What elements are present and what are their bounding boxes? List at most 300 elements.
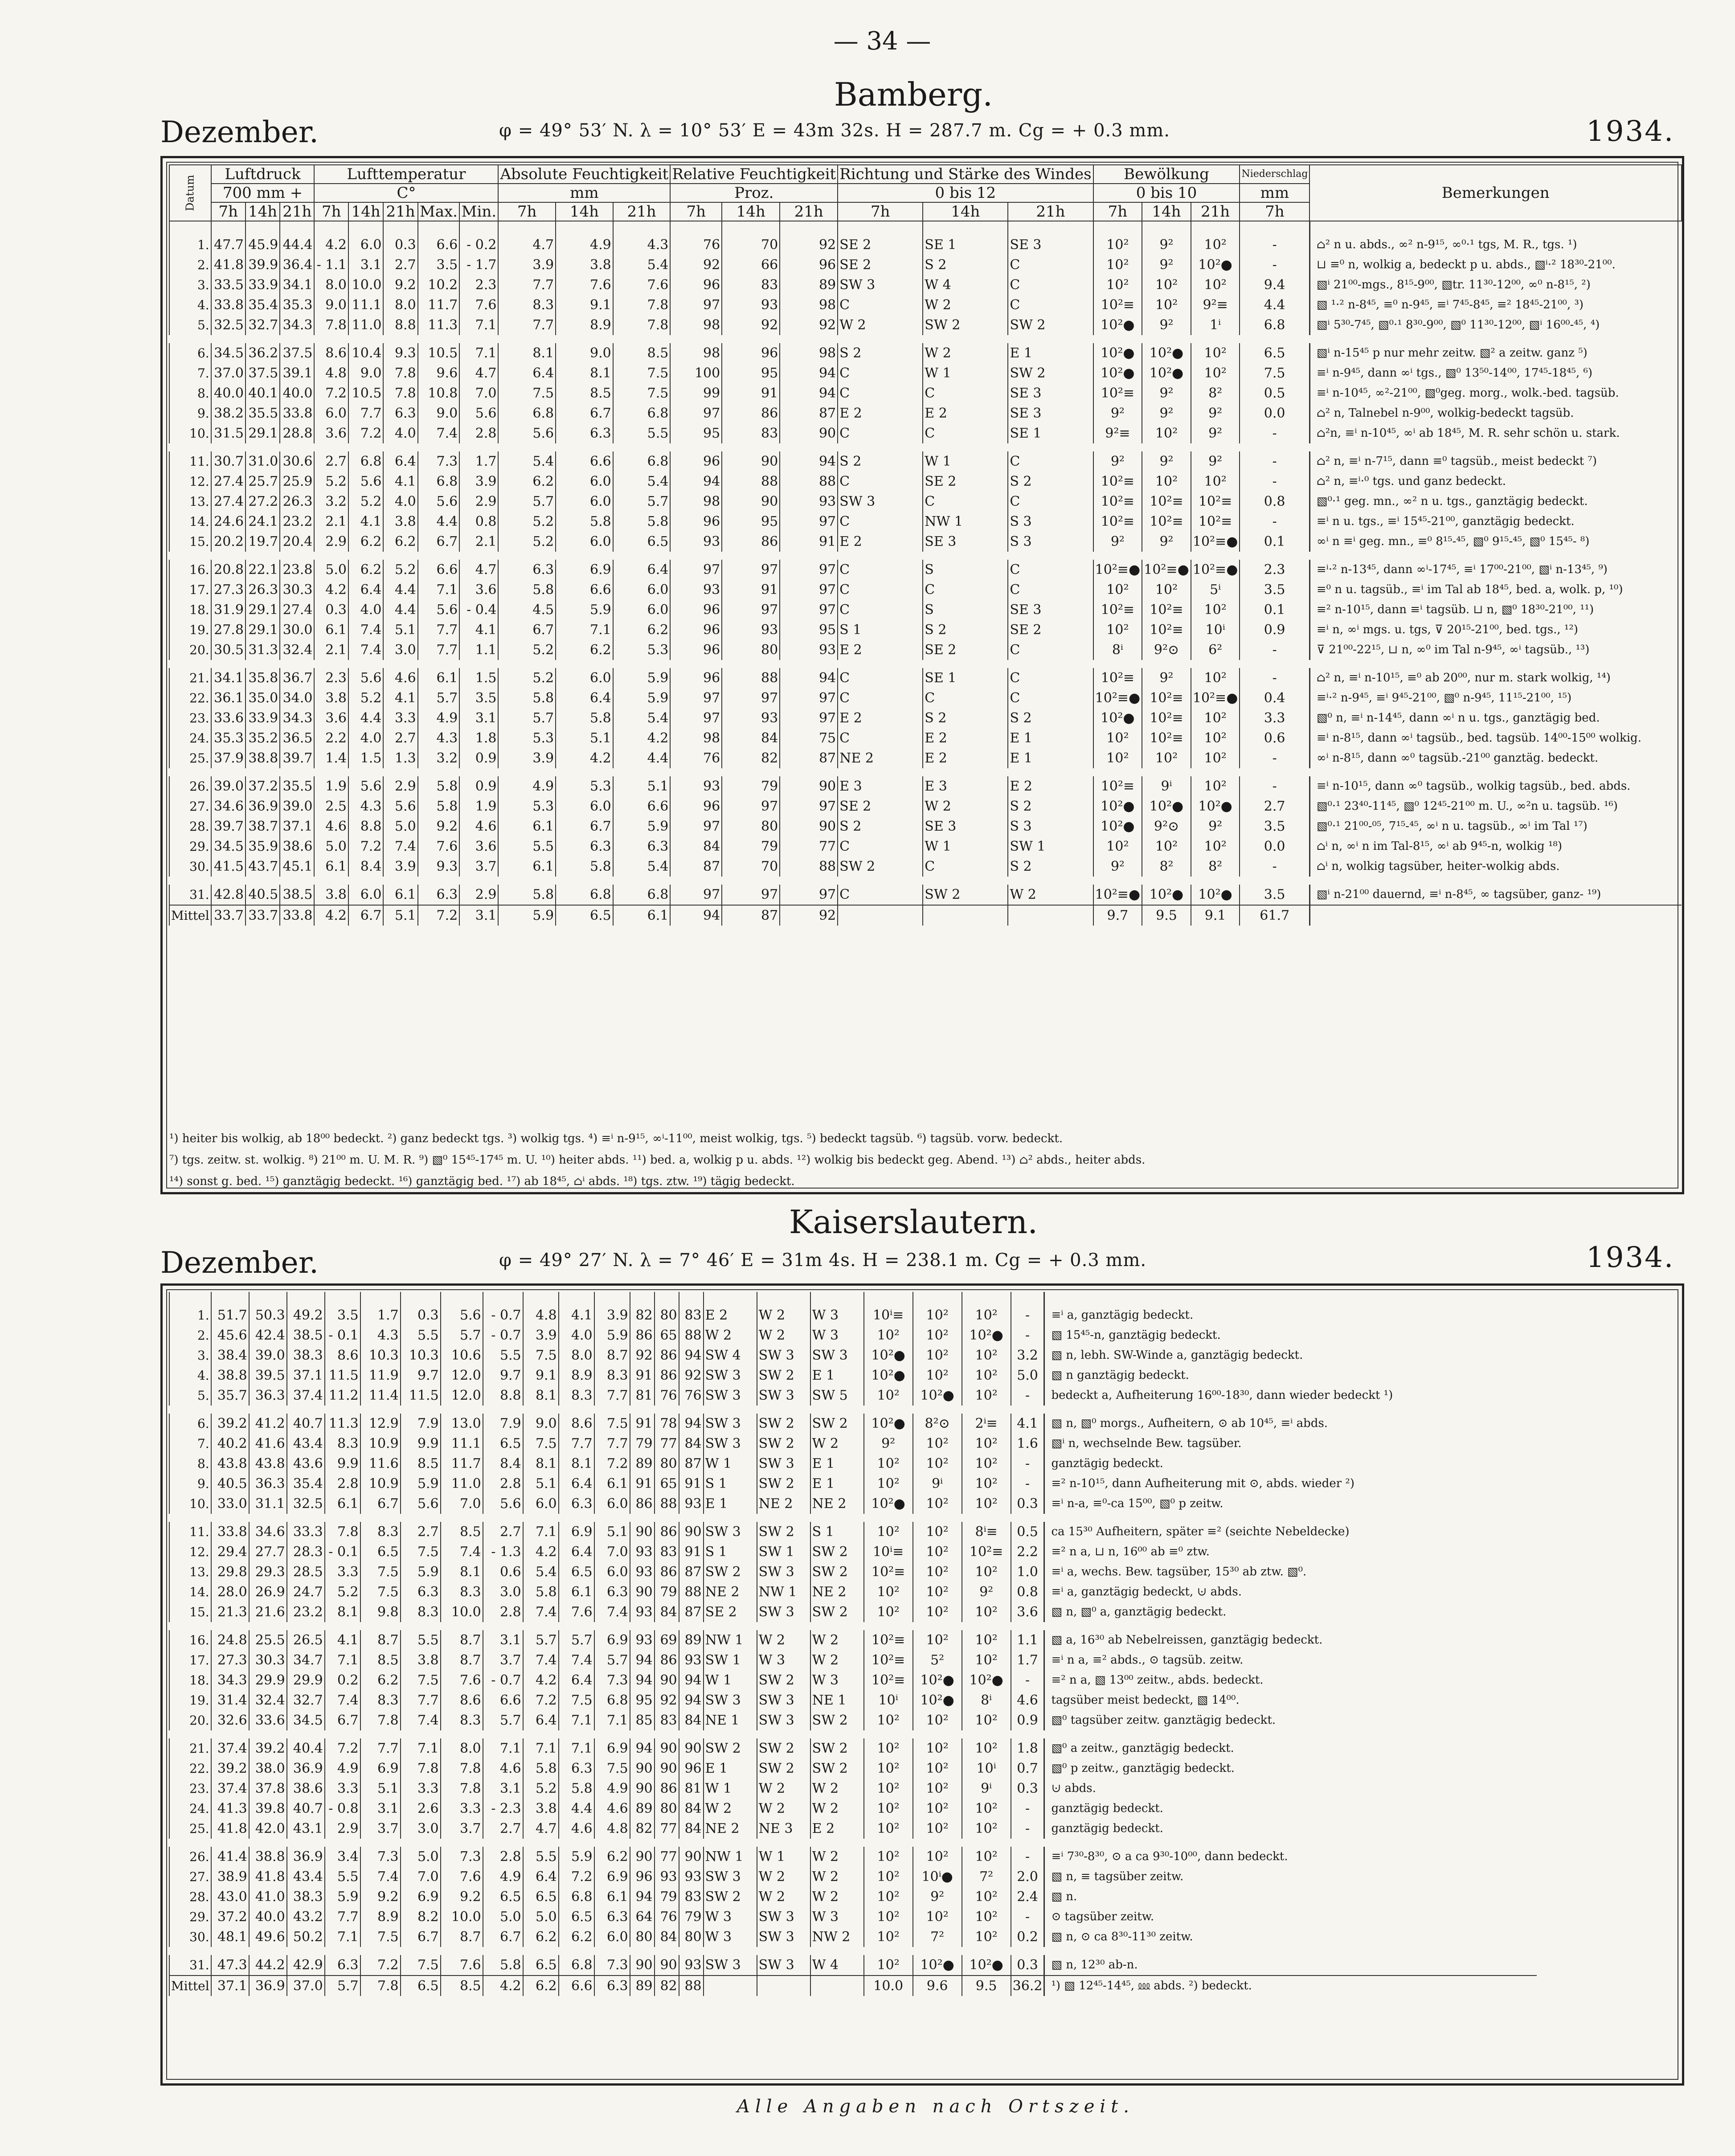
day-cell: 5. xyxy=(169,315,211,339)
absolute-humidity-cell: 5.1 xyxy=(523,1474,559,1494)
pressure-cell: 42.4 xyxy=(249,1325,287,1345)
relative-humidity-cell: 79 xyxy=(679,1907,704,1927)
wind-cell: W 4 xyxy=(923,275,1008,295)
temperature-cell: 9.2 xyxy=(441,1887,483,1907)
cloud-cell: 10ⁱ≡ xyxy=(864,1542,913,1562)
wind-cell: SW 3 xyxy=(704,1518,757,1542)
day-cell: 18. xyxy=(169,600,211,620)
wind-cell: SE 2 xyxy=(923,471,1008,492)
relative-humidity-cell: 69 xyxy=(655,1626,679,1650)
temperature-cell: 9.0 xyxy=(418,403,460,423)
wind-cell xyxy=(757,1976,810,1996)
temperature-cell: 10.6 xyxy=(441,1345,483,1365)
relative-humidity-cell: 93 xyxy=(630,1562,655,1582)
pressure-cell: 41.8 xyxy=(211,255,246,275)
cloud-cell: 10² xyxy=(1142,748,1191,772)
day-cell: 18. xyxy=(169,1670,211,1690)
temperature-cell: 3.0 xyxy=(383,640,417,664)
cloud-cell: 9² xyxy=(1191,447,1240,471)
pressure-cell: 42.8 xyxy=(211,881,246,905)
absolute-humidity-cell: 7.5 xyxy=(559,1690,594,1710)
absolute-humidity-cell: 6.8 xyxy=(559,1951,594,1976)
temperature-cell: 4.1 xyxy=(348,512,383,532)
pressure-cell: 39.8 xyxy=(249,1799,287,1819)
cloud-cell: 10² xyxy=(1191,772,1240,796)
cloud-cell: 9ⁱ xyxy=(962,1779,1011,1799)
relative-humidity-cell: 93 xyxy=(630,1602,655,1626)
relative-humidity-cell: 92 xyxy=(655,1690,679,1710)
temperature-cell: 2.9 xyxy=(314,532,348,556)
day-cell: 31. xyxy=(169,1951,211,1976)
wind-cell: SE 3 xyxy=(1008,600,1093,620)
pressure-cell: 36.3 xyxy=(249,1474,287,1494)
cloud-cell: 10² xyxy=(1191,221,1240,255)
wind-cell: SW 2 xyxy=(704,1887,757,1907)
cloud-cell: 10²● xyxy=(1191,255,1240,275)
cloud-cell: 10² xyxy=(913,1454,962,1474)
pressure-cell: 33.6 xyxy=(249,1710,287,1734)
cloud-cell: 9² xyxy=(1142,403,1191,423)
absolute-humidity-cell: 6.8 xyxy=(613,403,671,423)
temperature-cell: 5.0 xyxy=(483,1907,523,1927)
wind-cell: W 2 xyxy=(757,1799,810,1819)
wind-cell: E 1 xyxy=(1008,728,1093,748)
relative-humidity-cell: 93 xyxy=(630,1626,655,1650)
temperature-cell: 2.3 xyxy=(314,664,348,688)
absolute-humidity-cell: 5.5 xyxy=(613,423,671,447)
temperature-cell: 7.8 xyxy=(360,1976,401,1996)
relative-humidity-cell: 84 xyxy=(679,1434,704,1454)
day-cell: 24. xyxy=(169,1799,211,1819)
temperature-cell: 4.6 xyxy=(459,816,498,836)
wind-cell: W 2 xyxy=(757,1626,810,1650)
temperature-cell: 6.3 xyxy=(383,403,417,423)
cloud-cell: 10²≡ xyxy=(1093,295,1142,315)
temperature-cell: 7.3 xyxy=(360,1843,401,1867)
temperature-cell: 2.7 xyxy=(483,1518,523,1542)
temperature-cell: 7.4 xyxy=(383,836,417,857)
precipitation-cell: 2.3 xyxy=(1240,556,1309,580)
temperature-cell: 2.8 xyxy=(459,423,498,447)
pressure-cell: 36.4 xyxy=(280,255,314,275)
col-header-absolute-feuchtigkeit: Absolute Feuchtigkeit xyxy=(498,165,670,184)
precipitation-cell: 0.6 xyxy=(1240,728,1309,748)
temperature-cell: 7.7 xyxy=(401,1690,441,1710)
precipitation-cell: 2.4 xyxy=(1011,1887,1044,1907)
cloud-cell: 9² xyxy=(1093,532,1142,556)
temperature-cell: 8.3 xyxy=(325,1434,360,1454)
absolute-humidity-cell: 6.0 xyxy=(594,1927,630,1951)
day-cell: 3. xyxy=(169,1345,211,1365)
pressure-cell: 35.0 xyxy=(246,688,280,708)
temperature-cell: 4.1 xyxy=(459,620,498,640)
pressure-cell: 36.9 xyxy=(287,1758,325,1779)
pressure-cell: 32.7 xyxy=(287,1690,325,1710)
temperature-cell: 3.9 xyxy=(459,471,498,492)
absolute-humidity-cell: 8.1 xyxy=(559,1454,594,1474)
absolute-humidity-cell: 5.5 xyxy=(498,836,556,857)
pressure-cell: 43.6 xyxy=(287,1454,325,1474)
relative-humidity-cell: 86 xyxy=(655,1365,679,1385)
absolute-humidity-cell: 9.1 xyxy=(556,295,613,315)
cloud-cell: 10² xyxy=(913,1365,962,1385)
remark-cell: ▧ⁱ 21⁰⁰-mgs., 8¹⁵-9⁰⁰, ▧tr. 11³⁰-12⁰⁰, ∞⁰ n-8¹⁵, ²) xyxy=(1309,275,1682,295)
footer-note: Alle Angaben nach Ortszeit. xyxy=(737,2096,1135,2117)
wind-cell: NW 1 xyxy=(757,1582,810,1602)
page-number: — 34 — xyxy=(833,27,931,56)
relative-humidity-cell: 86 xyxy=(655,1562,679,1582)
day-cell: 9. xyxy=(169,1474,211,1494)
absolute-humidity-cell: 3.9 xyxy=(523,1325,559,1345)
table-row xyxy=(169,640,1682,664)
pressure-cell: 23.2 xyxy=(280,512,314,532)
absolute-humidity-cell: 4.7 xyxy=(498,221,556,255)
temperature-cell: 7.2 xyxy=(314,383,348,403)
wind-cell: C xyxy=(1008,688,1093,708)
temperature-cell: 2.1 xyxy=(459,532,498,556)
remark-cell: tagsüber meist bedeckt, ▧ 14⁰⁰. xyxy=(1044,1690,1537,1710)
temperature-cell: 10.0 xyxy=(348,275,383,295)
wind-cell: SW 3 xyxy=(757,1927,810,1951)
temperature-cell: 3.3 xyxy=(325,1779,360,1799)
relative-humidity-cell: 90 xyxy=(630,1758,655,1779)
relative-humidity-cell: 88 xyxy=(655,1494,679,1518)
month-label-bamberg: Dezember. xyxy=(160,115,319,149)
absolute-humidity-cell: 6.0 xyxy=(556,532,613,556)
absolute-humidity-cell: 4.4 xyxy=(559,1799,594,1819)
col-unit-niederschlag: mm xyxy=(1240,184,1309,202)
temperature-cell: 3.5 xyxy=(418,255,460,275)
wind-cell: C xyxy=(838,471,923,492)
absolute-humidity-cell: 5.2 xyxy=(498,664,556,688)
precipitation-cell: - xyxy=(1240,664,1309,688)
pressure-cell: 43.0 xyxy=(211,1887,249,1907)
remark-cell: ⊙ tagsüber zeitw. xyxy=(1044,1907,1537,1927)
day-cell: 10. xyxy=(169,1494,211,1518)
temperature-cell: 4.7 xyxy=(459,556,498,580)
relative-humidity-cell: 97 xyxy=(780,688,838,708)
relative-humidity-cell: 80 xyxy=(722,816,780,836)
temperature-cell: 5.7 xyxy=(418,688,460,708)
temperature-cell: 12.9 xyxy=(360,1410,401,1434)
remark-cell: ⌂² n, Talnebel n-9⁰⁰, wolkig-bedeckt tagsüb. xyxy=(1309,403,1682,423)
pressure-cell: 27.4 xyxy=(211,492,246,512)
col-hour-wind: 21h xyxy=(1008,202,1093,221)
temperature-cell: 3.5 xyxy=(459,688,498,708)
relative-humidity-cell: 83 xyxy=(679,1887,704,1907)
remark-cell: ⊔ ≡⁰ n, wolkig a, bedeckt p u. abds., ▧ⁱ·² 18³⁰-21⁰⁰. xyxy=(1309,255,1682,275)
wind-cell: E 2 xyxy=(838,708,923,728)
day-cell: 17. xyxy=(169,580,211,600)
pressure-cell: 27.4 xyxy=(280,600,314,620)
absolute-humidity-cell: 6.4 xyxy=(523,1867,559,1887)
temperature-cell: 9.0 xyxy=(314,295,348,315)
temperature-cell: 7.4 xyxy=(348,620,383,640)
precipitation-cell: 61.7 xyxy=(1240,905,1309,926)
temperature-cell: 7.9 xyxy=(483,1410,523,1434)
cloud-cell: 9² xyxy=(962,1582,1011,1602)
absolute-humidity-cell: 7.5 xyxy=(594,1758,630,1779)
wind-cell: E 3 xyxy=(838,772,923,796)
relative-humidity-cell: 86 xyxy=(655,1650,679,1670)
temperature-cell: 5.1 xyxy=(383,620,417,640)
temperature-cell: 7.2 xyxy=(418,905,460,926)
cloud-cell: 10² xyxy=(962,1602,1011,1626)
day-cell: 27. xyxy=(169,1867,211,1887)
table-row xyxy=(169,1365,1537,1385)
temperature-cell: 3.2 xyxy=(314,492,348,512)
pressure-cell: 29.1 xyxy=(246,423,280,447)
absolute-humidity-cell: 8.1 xyxy=(523,1385,559,1410)
cloud-cell: 6² xyxy=(1191,640,1240,664)
col-hour-bewolkung: 21h xyxy=(1191,202,1240,221)
temperature-cell: 9.0 xyxy=(348,363,383,383)
remark-cell: ▧ n. xyxy=(1044,1887,1537,1907)
absolute-humidity-cell: 7.4 xyxy=(523,1650,559,1670)
wind-cell: C xyxy=(838,600,923,620)
pressure-cell: 29.8 xyxy=(211,1562,249,1582)
pressure-cell: 33.0 xyxy=(211,1494,249,1518)
table-row xyxy=(169,1325,1537,1345)
absolute-humidity-cell: 7.5 xyxy=(594,1410,630,1434)
col-header-datum-label: Datum xyxy=(184,175,196,211)
col-hour-temperatur: 14h xyxy=(348,202,383,221)
pressure-cell: 37.5 xyxy=(246,363,280,383)
relative-humidity-cell: 94 xyxy=(679,1690,704,1710)
absolute-humidity-cell: 6.6 xyxy=(556,447,613,471)
temperature-cell: 3.3 xyxy=(441,1799,483,1819)
absolute-humidity-cell: 7.5 xyxy=(523,1345,559,1365)
absolute-humidity-cell: 7.5 xyxy=(498,383,556,403)
absolute-humidity-cell: 7.5 xyxy=(613,383,671,403)
absolute-humidity-cell: 6.3 xyxy=(559,1494,594,1518)
precipitation-cell: 1.0 xyxy=(1011,1562,1044,1582)
pressure-cell: 30.3 xyxy=(280,580,314,600)
year-label-bamberg: 1934. xyxy=(1586,115,1675,148)
remark-cell: ≡² n a, ⊔ n, 16⁰⁰ ab ≡⁰ ztw. xyxy=(1044,1542,1537,1562)
temperature-cell: 10.2 xyxy=(418,275,460,295)
cloud-cell: 9.1 xyxy=(1191,905,1240,926)
cloud-cell: 10² xyxy=(913,1626,962,1650)
temperature-cell: 8.7 xyxy=(441,1626,483,1650)
temperature-cell: - 0.7 xyxy=(483,1325,523,1345)
absolute-humidity-cell: 5.4 xyxy=(613,708,671,728)
pressure-cell: 40.7 xyxy=(287,1799,325,1819)
pressure-cell: 42.0 xyxy=(249,1819,287,1843)
table-row xyxy=(169,748,1682,772)
temperature-cell: 4.9 xyxy=(418,708,460,728)
temperature-cell: 8.5 xyxy=(441,1976,483,1996)
wind-cell: C xyxy=(1008,255,1093,275)
absolute-humidity-cell: 5.7 xyxy=(613,492,671,512)
relative-humidity-cell: 89 xyxy=(630,1454,655,1474)
cloud-cell: 8²⊙ xyxy=(913,1410,962,1434)
cloud-cell: 10² xyxy=(962,1734,1011,1758)
temperature-cell: 7.1 xyxy=(459,339,498,363)
pressure-cell: 29.1 xyxy=(246,620,280,640)
cloud-cell: 10²● xyxy=(1191,796,1240,816)
relative-humidity-cell: 91 xyxy=(780,532,838,556)
relative-humidity-cell: 93 xyxy=(780,492,838,512)
precipitation-cell: 3.5 xyxy=(1240,580,1309,600)
cloud-cell: 10² xyxy=(864,1951,913,1976)
day-cell: 29. xyxy=(169,1907,211,1927)
table-row xyxy=(169,1626,1537,1650)
wind-cell: C xyxy=(838,423,923,447)
wind-cell: C xyxy=(1008,556,1093,580)
precipitation-cell: 3.5 xyxy=(1240,816,1309,836)
precipitation-cell: - xyxy=(1240,640,1309,664)
remark-cell: ≡ⁱ a, wechs. Bew. tagsüber, 15³⁰ ab ztw. ▧⁰. xyxy=(1044,1562,1537,1582)
wind-cell: SW 2 xyxy=(810,1410,864,1434)
relative-humidity-cell: 78 xyxy=(655,1410,679,1434)
relative-humidity-cell: 90 xyxy=(679,1518,704,1542)
wind-cell: E 1 xyxy=(704,1494,757,1518)
cloud-cell: 10² xyxy=(962,1345,1011,1365)
temperature-cell: 7.8 xyxy=(314,315,348,339)
temperature-cell: 7.5 xyxy=(360,1562,401,1582)
table-row xyxy=(169,600,1682,620)
temperature-cell: 6.1 xyxy=(325,1494,360,1518)
cloud-cell: 10² xyxy=(913,1799,962,1819)
pressure-cell: 41.3 xyxy=(211,1799,249,1819)
cloud-cell: 9² xyxy=(1142,383,1191,403)
wind-cell: SW 2 xyxy=(757,1474,810,1494)
absolute-humidity-cell: 3.9 xyxy=(498,255,556,275)
relative-humidity-cell: 90 xyxy=(630,1843,655,1867)
wind-cell: W 2 xyxy=(757,1779,810,1799)
pressure-cell: 39.0 xyxy=(211,772,246,796)
pressure-cell: 43.4 xyxy=(287,1867,325,1887)
pressure-cell: 42.9 xyxy=(287,1951,325,1976)
remark-cell: bedeckt a, Aufheiterung 16⁰⁰-18³⁰, dann wieder bedeckt ¹) xyxy=(1044,1385,1537,1410)
temperature-cell: 5.6 xyxy=(418,600,460,620)
wind-cell: S 2 xyxy=(923,708,1008,728)
absolute-humidity-cell: 6.8 xyxy=(594,1690,630,1710)
day-cell: 13. xyxy=(169,492,211,512)
temperature-cell: 8.9 xyxy=(360,1907,401,1927)
temperature-cell: 11.9 xyxy=(360,1365,401,1385)
wind-cell: E 1 xyxy=(1008,748,1093,772)
cloud-cell: 10ⁱ xyxy=(962,1758,1011,1779)
pressure-cell: 34.0 xyxy=(280,688,314,708)
absolute-humidity-cell: 6.3 xyxy=(594,1582,630,1602)
remark-cell: ≡ⁱ n-8¹⁵, dann ∞ⁱ tagsüb., bed. tagsüb. 14⁰⁰-15⁰⁰ wolkig. xyxy=(1309,728,1682,748)
wind-cell: W 2 xyxy=(757,1325,810,1345)
cloud-cell: 10²≡ xyxy=(962,1542,1011,1562)
precipitation-cell: 0.9 xyxy=(1240,620,1309,640)
temperature-cell: 4.2 xyxy=(314,905,348,926)
absolute-humidity-cell: 6.1 xyxy=(594,1474,630,1494)
cloud-cell: 9² xyxy=(1142,664,1191,688)
pressure-cell: 34.6 xyxy=(249,1518,287,1542)
table-row xyxy=(169,1799,1537,1819)
relative-humidity-cell: 89 xyxy=(679,1626,704,1650)
cloud-cell: 10²● xyxy=(1142,339,1191,363)
relative-humidity-cell: 89 xyxy=(780,275,838,295)
remark-cell xyxy=(1309,905,1682,926)
col-header-relative-feuchtigkeit: Relative Feuchtigkeit xyxy=(670,165,838,184)
pressure-cell: 29.1 xyxy=(246,600,280,620)
cloud-cell: 10²● xyxy=(913,1385,962,1410)
pressure-cell: 33.5 xyxy=(211,275,246,295)
relative-humidity-cell: 96 xyxy=(670,664,722,688)
temperature-cell: 6.9 xyxy=(360,1758,401,1779)
pressure-cell: 34.1 xyxy=(211,664,246,688)
temperature-cell: 10.0 xyxy=(441,1907,483,1927)
absolute-humidity-cell: 6.3 xyxy=(594,1976,630,1996)
table-row xyxy=(169,363,1682,383)
cloud-cell: 10²≡● xyxy=(1191,688,1240,708)
cloud-cell: 10² xyxy=(864,1602,913,1626)
wind-cell: S 2 xyxy=(1008,796,1093,816)
wind-cell: SW 2 xyxy=(757,1758,810,1779)
cloud-cell: 10² xyxy=(962,1927,1011,1951)
absolute-humidity-cell: 6.4 xyxy=(559,1474,594,1494)
remark-cell: ▧⁰·¹ geg. mn., ∞² n u. tgs., ganztägig bedeckt. xyxy=(1309,492,1682,512)
relative-humidity-cell: 97 xyxy=(722,881,780,905)
relative-humidity-cell: 97 xyxy=(780,512,838,532)
day-cell: 26. xyxy=(169,1843,211,1867)
temperature-cell: 0.3 xyxy=(401,1292,441,1325)
wind-cell: SW 3 xyxy=(704,1434,757,1454)
day-cell: 30. xyxy=(169,857,211,881)
table-row xyxy=(169,664,1682,688)
temperature-cell: 8.6 xyxy=(441,1690,483,1710)
day-cell: 21. xyxy=(169,1734,211,1758)
precipitation-cell: 0.1 xyxy=(1240,532,1309,556)
wind-cell: C xyxy=(838,383,923,403)
wind-cell: NE 2 xyxy=(704,1819,757,1843)
wind-cell: SW 4 xyxy=(704,1345,757,1365)
absolute-humidity-cell: 5.6 xyxy=(498,423,556,447)
relative-humidity-cell: 94 xyxy=(780,447,838,471)
precipitation-cell: 36.2 xyxy=(1011,1976,1044,1996)
relative-humidity-cell: 80 xyxy=(655,1292,679,1325)
cloud-cell: 10²≡ xyxy=(1191,512,1240,532)
cloud-cell: 10² xyxy=(1191,748,1240,772)
temperature-cell: 0.9 xyxy=(459,772,498,796)
col-hour-luftdruck: 21h xyxy=(280,202,314,221)
temperature-cell: 5.6 xyxy=(383,796,417,816)
absolute-humidity-cell: 5.9 xyxy=(613,688,671,708)
temperature-cell: 8.1 xyxy=(325,1602,360,1626)
cloud-cell: 10² xyxy=(962,1494,1011,1518)
absolute-humidity-cell: 5.8 xyxy=(559,1779,594,1799)
absolute-humidity-cell: 4.2 xyxy=(556,748,613,772)
wind-cell: SE 3 xyxy=(1008,221,1093,255)
relative-humidity-cell: 93 xyxy=(655,1867,679,1887)
precipitation-cell: - xyxy=(1240,471,1309,492)
day-cell: 14. xyxy=(169,512,211,532)
cloud-cell: 10²● xyxy=(962,1325,1011,1345)
precipitation-cell: 7.5 xyxy=(1240,363,1309,383)
wind-cell: NW 1 xyxy=(704,1626,757,1650)
absolute-humidity-cell: 5.8 xyxy=(556,512,613,532)
relative-humidity-cell: 95 xyxy=(722,363,780,383)
absolute-humidity-cell: 5.7 xyxy=(559,1626,594,1650)
day-cell: 7. xyxy=(169,363,211,383)
table-row xyxy=(169,620,1682,640)
temperature-cell: 6.1 xyxy=(314,620,348,640)
temperature-cell: 5.2 xyxy=(383,556,417,580)
temperature-cell: 1.5 xyxy=(459,664,498,688)
pressure-cell: 34.3 xyxy=(280,315,314,339)
day-cell: 8. xyxy=(169,1454,211,1474)
precipitation-cell: 0.7 xyxy=(1011,1758,1044,1779)
table-row xyxy=(169,1867,1537,1887)
relative-humidity-cell: 90 xyxy=(655,1734,679,1758)
